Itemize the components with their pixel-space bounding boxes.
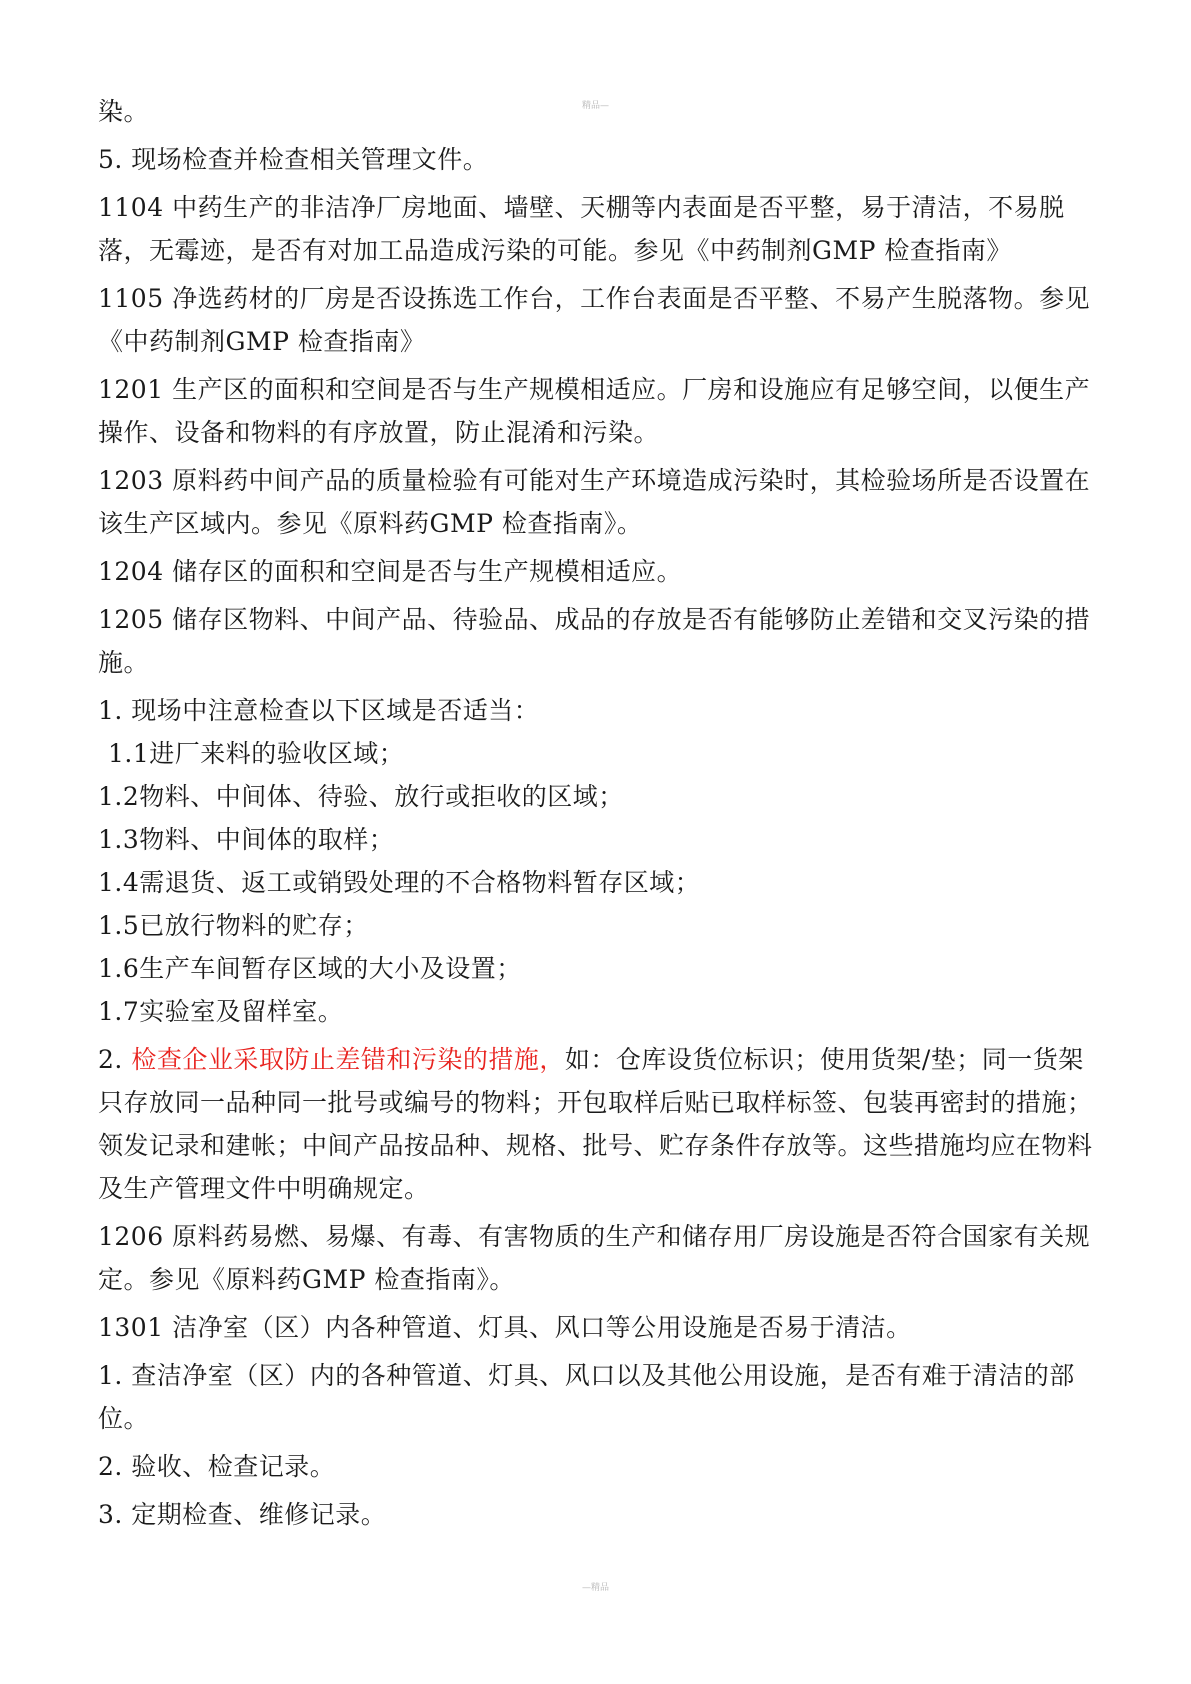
- paragraph-1105: 1105 净选药材的厂房是否设拣选工作台，工作台表面是否平整、不易产生脱落物。参见《中药制剂GMP 检查指南》: [98, 284, 1091, 356]
- paragraph-1206: 1206 原料药易燃、易爆、有毒、有害物质的生产和储存用厂房设施是否符合国家有关规定。参见《原料药GMP 检查指南》。: [98, 1222, 1091, 1294]
- list-item-1-3: 1.3物料、中间体的取样；: [98, 825, 395, 854]
- paragraph-1301: 1301 洁净室（区）内各种管道、灯具、风口等公用设施是否易于清洁。: [98, 1313, 912, 1342]
- paragraph-check-cleanroom: 1. 查洁净室（区）内的各种管道、灯具、风口以及其他公用设施，是否有难于清洁的部位。: [98, 1361, 1075, 1433]
- paragraph-1104: 1104 中药生产的非洁净厂房地面、墙壁、天棚等内表面是否平整，易于清洁，不易脱落，无霉迹，是否有对加工品造成污染的可能。参见《中药制剂GMP 检查指南》: [98, 193, 1065, 265]
- list-item-1-1: 1.1进厂来料的验收区域；: [108, 739, 405, 768]
- paragraph-acceptance-records: 2. 验收、检查记录。: [98, 1452, 336, 1481]
- paragraph-1201: 1201 生产区的面积和空间是否与生产规模相适应。厂房和设施应有足够空间，以便生产操作、设备和物料的有序放置，防止混淆和污染。: [98, 375, 1091, 447]
- highlighted-text: 检查企业采取防止差错和污染的措施，: [131, 1045, 565, 1074]
- list-item-1-2: 1.2物料、中间体、待验、放行或拒收的区域；: [98, 782, 624, 811]
- paragraph-measures-body: 如：仓库设货位标识；使用货架/垫；同一货架只存放同一品种同一批号或编号的物料；开包取样后贴已取样标签、包装再密封的措施；领发记录和建帐；中间产品按品种、规格、批号、贮存条件存放等。这些措施均应在物料及生产管理文件中明确规定。: [98, 1045, 1093, 1203]
- paragraph-measures: [98, 1038, 1108, 1210]
- paragraph-1203: 1203 原料药中间产品的质量检验有可能对生产环境造成污染时，其检验场所是否设置在该生产区域内。参见《原料药GMP 检查指南》。: [98, 466, 1091, 538]
- list-item-1-4: 1.4需退货、返工或销毁处理的不合格物料暂存区域；: [98, 868, 701, 897]
- document-body: [98, 90, 1108, 1536]
- paragraph-measures-prefix: 2.: [98, 1045, 132, 1074]
- paragraph-1204: 1204 储存区的面积和空间是否与生产规模相适应。: [98, 557, 683, 586]
- page-header-mark: 精品—: [581, 101, 609, 111]
- paragraph-item-5: 5. 现场检查并检查相关管理文件。: [98, 145, 489, 174]
- page-footer-mark: —精品: [581, 1583, 609, 1593]
- list-item-1-7: 1.7实验室及留样室。: [98, 997, 344, 1026]
- paragraph-maintenance-records: 3. 定期检查、维修记录。: [98, 1500, 387, 1529]
- list-item-1-6: 1.6生产车间暂存区域的大小及设置；: [98, 954, 522, 983]
- paragraph-1205: 1205 储存区物料、中间产品、待验品、成品的存放是否有能够防止差错和交叉污染的措施。: [98, 605, 1091, 677]
- list-item-1-5: 1.5已放行物料的贮存；: [98, 911, 369, 940]
- paragraph-continuation: 染。: [98, 97, 150, 126]
- paragraph-check-areas: 1. 现场中注意检查以下区域是否适当：: [98, 696, 540, 725]
